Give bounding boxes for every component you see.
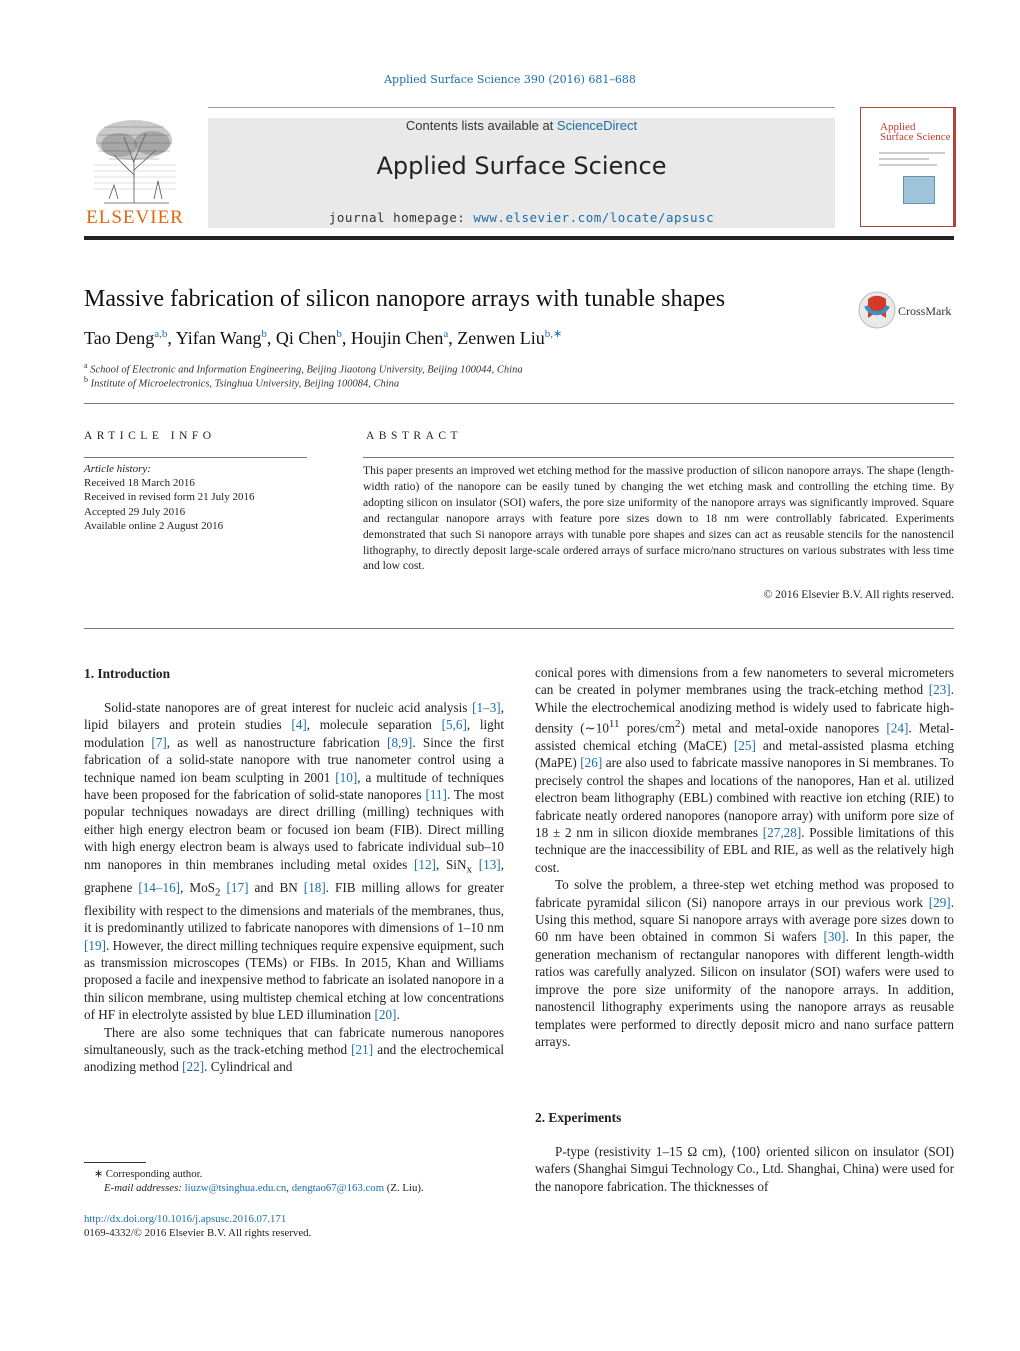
author-affil-marker[interactable]: b [261, 328, 267, 340]
author[interactable]: Tao Deng [84, 328, 155, 348]
history-item: Received in revised form 21 July 2016 [84, 491, 255, 504]
history-item: Received 18 March 2016 [84, 477, 195, 490]
introduction-heading: 1. Introduction [84, 666, 171, 681]
affiliation-b: $^b$ Institute of Microelectronics, Tsinghua University, Beijing 100084, China [84, 375, 400, 390]
footnote [84, 1167, 514, 1196]
doi-link[interactable]: http://dx.doi.org/10.1016/j.apsusc.2016.07.171 [84, 1213, 287, 1225]
experiments-heading-block [535, 1109, 954, 1126]
email-label: E-mail addresses: [104, 1182, 182, 1195]
doi-block [84, 1212, 311, 1241]
body-paragraph: conical pores with dimensions from a few nanometers to several micrometers can be created in polymer membranes using the track-etching method [23]. While the electrochemical anodizing method is widely used to fabricate high-density ($\sim 10^{11}$ pores/$cm^2$) metal and metal-oxide nanopores [24]. Metal-assisted chemical etching (MaCE) [25] and metal-assisted plasma etching (MaPE) [26] are also used to fabricate massive nanopores in Si membranes. To precisely control the shapes and locations of the nanopores, Han et al. utilized electron beam lithography (EBL) combined with reactive ion etching (RIE) to fabricate neatly ordered nanopores (nanopore array) with uniform pore size of 18 ± 2 nm in silicon dioxide membranes [27,28]. Possible limitations of this technique are the inaccessibility of EBL and RIE, as well as the relatively high cost. [535, 665, 955, 875]
author[interactable]: Zenwen Liu [457, 328, 545, 348]
journal-reference-link[interactable]: Applied Surface Science 390 (2016) 681–688 [384, 73, 636, 86]
cover-title: Applied Surface Science [880, 121, 951, 143]
corresponding-author-note: ∗ Corresponding author. [94, 1168, 203, 1180]
experiments-body [535, 1143, 954, 1195]
article-history [84, 462, 314, 533]
body-paragraph: To solve the problem, a three-step wet etching method was proposed to fabricate pyramidal silicon (Si) nanopore arrays in our previous work [29]. Using this method, square Si nanopore arrays with average pore sizes down to 60 nm have been obtained in common Si wafers [30]. In this paper, the generation mechanism of rectangular nanopores with different length-width ratios was carefully analyzed. Silicon on insulator (SOI) wafers were used to improve the pore size uniformity of the nanopore arrays. In addition, nanostencil lithography experiments using the nanopore arrays as reusable templates were performed to directly deposit micro and nano surface pattern arrays. [535, 877, 954, 1049]
abstract-copyright: © 2016 Elsevier B.V. All rights reserved. [763, 588, 954, 601]
contents-line [208, 118, 835, 133]
email-link[interactable]: dengtao67@163.com [291, 1182, 385, 1195]
author-list: Tao Deng$^{a,b}$, Yifan Wang$^b$, Qi Chen$^b$, Houjin Chen$^a$, Zenwen Liu$^{b,∗}$ [84, 328, 563, 348]
author-affil-marker[interactable]: a [443, 328, 449, 340]
article-info-rule [84, 457, 307, 458]
author-affil-marker[interactable]: b,∗ [544, 328, 563, 340]
article-title: Massive fabrication of silicon nanopore arrays with tunable shapes [84, 286, 726, 312]
affiliation-a: $^a$ School of Electronic and Information Engineering, Beijing Jiaotong University, Beijing 100044, China [84, 361, 523, 376]
crossmark-icon [858, 290, 898, 330]
email-line: E-mail addresses: liuzw@tsinghua.edu.cn, dengtao67@163.com (Z. Liu). [104, 1182, 424, 1195]
header-thick-rule [84, 236, 954, 240]
journal-cover-thumbnail[interactable] [860, 107, 956, 227]
body-paragraph: There are also some techniques that can fabricate numerous nanopores simultaneously, such as the track-etching method [21] and the electrochemical anodizing method [22]. Cylindrical and [84, 1024, 504, 1075]
journal-name: Applied Surface Science [376, 152, 667, 180]
homepage-prefix: journal homepage: [328, 210, 474, 225]
author[interactable]: Houjin Chen [350, 328, 444, 348]
author-affil-marker[interactable]: b [336, 328, 342, 340]
history-item: Accepted 29 July 2016 [84, 505, 186, 518]
issn-line: 0169-4332/© 2016 Elsevier B.V. All rights reserved. [84, 1227, 312, 1240]
sciencedirect-link[interactable]: ScienceDirect [556, 118, 638, 133]
footnote-rule [84, 1162, 146, 1163]
email-suffix: (Z. Liu). [384, 1182, 424, 1195]
elsevier-wordmark: ELSEVIER [86, 207, 184, 228]
section-rule [84, 628, 954, 629]
section-rule [84, 403, 954, 404]
body-column-right [535, 664, 954, 1050]
body-paragraph: P-type (resistivity 1–15 Ω cm), ⟨100⟩ oriented silicon on insulator (SOI) wafers (Shanghai Simgui Technology Co., Ltd. Shanghai, China) were used for the nanopore fabrication. The thicknesses of [535, 1144, 954, 1194]
author[interactable]: Yifan Wang [175, 328, 262, 348]
introduction-heading-block [84, 665, 504, 682]
journal-homepage-line [208, 210, 835, 225]
header-rule [208, 107, 835, 108]
email-link[interactable]: liuzw@tsinghua.edu.cn [184, 1182, 287, 1195]
abstract-heading: ABSTRACT [366, 430, 463, 442]
article-info-heading: ARTICLE INFO [84, 430, 216, 442]
crossmark-label: CrossMark [898, 304, 952, 318]
body-paragraph: Solid-state nanopores are of great interest for nucleic acid analysis [1–3], lipid bilayers and protein studies [4], molecule separation [5,6], light modulation [7], as well as nanostructure fabrication [8,9]. Since the first fabrication of a solid-state nanopore with true nanometer control using a technique named ion beam sculpting in 2001 [10], a multitude of techniques have been proposed for the fabrication of solid-state nanopores [11]. The most popular techniques nowadays are direct drilling (milling) techniques with either high energy electron beam or focused ion beam (FIB). Direct milling with high energy electron beam is always used to fabricate individual sub–10 nm nanopores in thin membranes including metal oxides [12], SiN$_x$ [13], graphene [14–16], MoS$_2$ [17] and BN [18]. FIB milling allows for greater flexibility with respect to the dimensions and materials of the membranes, thus, it is predominantly utilized to fabricate nanopores with dimensions of 1–10 nm [19]. However, the direct milling techniques require expensive equipment, such as transmission microscopes (TEMs) or FIBs. In 2015, Khan and Williams proposed a facile and inexpensive method to fabricate an isolated nanopore in a thin silicon membrane, using multistep chemical etching at low concentrations of HF in electrolyte assisted by blue LED illumination [20]. [84, 700, 505, 1023]
abstract-text: This paper presents an improved wet etching method for the massive production of silicon nanopore arrays. The shape (length-width ratio) of the nanopore can be easily tuned by changing the wet etching mask and controlling the etching time. By adopting silicon on insulator (SOI) wafers, the pore size uniformity of the nanopore arrays was significantly improved. Square and rectangular nanopore arrays with feature pore sizes down to 18 nm were controllably fabricated. Experiments demonstrated that such Si nanopore arrays with tunable pore shapes and sizes can act as reusable stencils for the nanostencil lithography, to directly deposit large-scale ordered arrays of surface micro/nano structures on various substrates with less time and low cost. [363, 464, 954, 573]
homepage-link[interactable]: www.elsevier.com/locate/apsusc [473, 210, 715, 225]
abstract-rule [363, 457, 954, 458]
cover-image [903, 176, 935, 204]
author[interactable]: Qi Chen [275, 328, 337, 348]
experiments-heading: 2. Experiments [535, 1110, 622, 1125]
body-column-left [84, 699, 504, 1076]
history-item: Available online 2 August 2016 [84, 519, 224, 532]
contents-prefix: Contents lists available at [405, 118, 557, 133]
history-heading: Article history: [84, 463, 151, 475]
author-affil-marker[interactable]: a,b [154, 328, 168, 340]
